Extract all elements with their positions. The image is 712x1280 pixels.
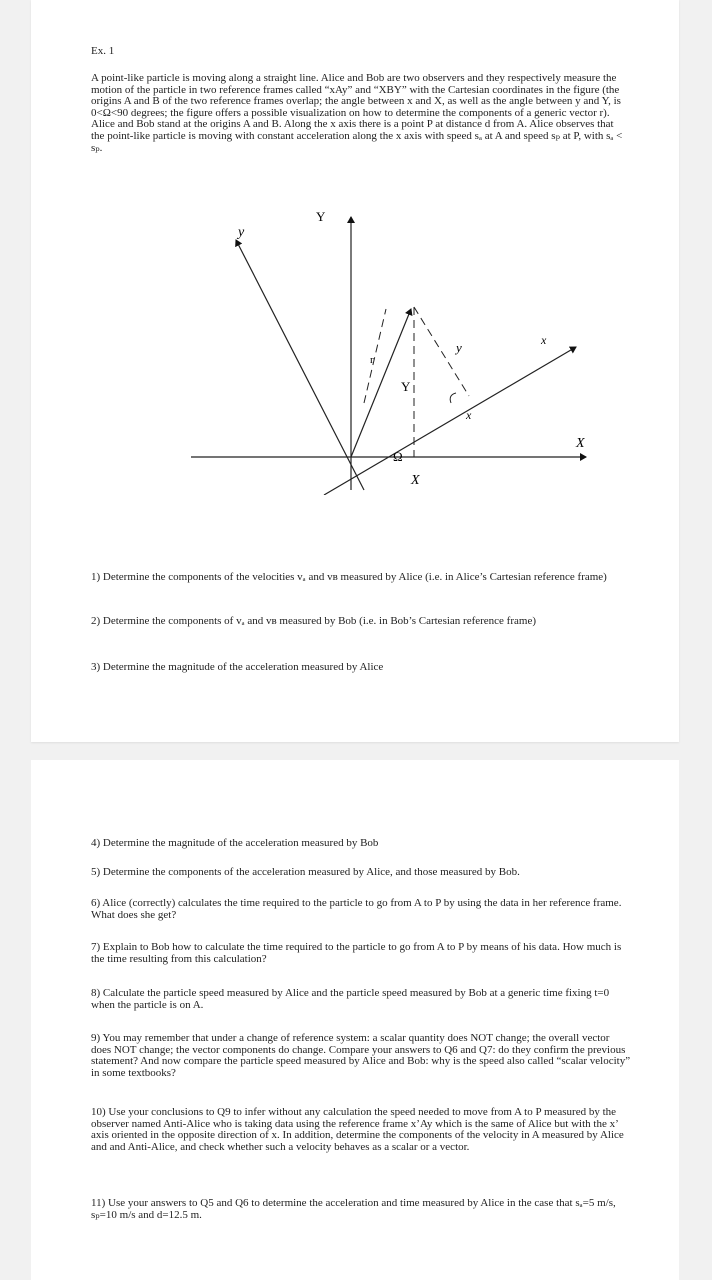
- question-11: 11) Use your answers to Q5 and Q6 to determine the acceleration and time measured by Alice in the case that sₐ=5 m/s, sₚ=10 m/s and d=12.5 m.: [91, 1197, 616, 1221]
- X-axis-label: X: [576, 436, 585, 451]
- question-10: 10) Use your conclusions to Q9 to infer without any calculation the speed needed to move from A to P measured by the observer named Anti-Alice who is taking data using the reference frame x’Ay which is the same of Alice but with the x’ axis oriented in the opposite direction of x. In addition, determine the components of the velocity in A measured by Alice and and Anti-Alice, and check whether such a velocity behaves as a scalar or a vector.: [91, 1106, 624, 1153]
- X-component-label: X: [411, 473, 420, 488]
- x-axis-label-upper: x: [541, 333, 547, 347]
- x-axis-line: [324, 347, 576, 495]
- question-8: 8) Calculate the particle speed measured by Alice and the particle speed measured by Bob at a generic time fixing t=0 when the particle is on A.: [91, 987, 610, 1011]
- y-axis-line: [236, 240, 364, 490]
- angle-arc: [450, 393, 456, 403]
- reference-frames-figure: [186, 205, 606, 495]
- exercise-title: Ex. 1: [91, 45, 115, 57]
- question-4: 4) Determine the magnitude of the acceleration measured by Bob: [91, 837, 379, 849]
- y-component-label: y: [456, 340, 462, 355]
- question-6: 6) Alice (correctly) calculates the time required to the particle to go from A to P by using the data in her reference frame. What does she get?: [91, 897, 622, 921]
- question-2: 2) Determine the components of vₐ and vʙ measured by Bob (i.e. in Bob’s Cartesian reference frame): [91, 615, 536, 627]
- y-axis-label: y: [238, 225, 245, 240]
- document-page-2: [31, 760, 679, 1280]
- exercise-intro: A point-like particle is moving along a straight line. Alice and Bob are two observers and they respectively measure the motion of the particle in two reference frames called “xAy” and “XBY” with the Cartesian coordinates in the figure (the origins A and B of the two reference frames overlap; the angle between x and X, as well as the angle between y and Y, is 0<Ω<90 degrees; the figure offers a possible visualization on how to determine the components of a generic vector r). Alice and Bob stand at the origins A and B. Along the x axis there is a point P at distance d from A. Alice observes that the point-like particle is moving with constant acceleration along the x axis with speed sₐ at A and speed sₚ at P, with sₐ < sₚ.: [91, 72, 623, 154]
- x-component-label: x: [466, 408, 472, 422]
- question-5: 5) Determine the components of the acceleration measured by Alice, and those measured by Bob.: [91, 866, 520, 878]
- dashed-construction-line: [364, 309, 386, 403]
- Y-axis-label: Y: [316, 209, 326, 224]
- Y-component-label: Y: [401, 379, 411, 394]
- document-page-1: [31, 0, 679, 742]
- r-vector-label: r: [370, 354, 374, 366]
- question-9: 9) You may remember that under a change of reference system: a scalar quantity does NOT change; the overall vector does NOT change; the vector components do change. Compare your answers to Q6 and Q7: do they confirm the previous statement? And now compare the particle speed measured by Alice and Bob: why is the speed also called “scalar velocity” in some textbooks?: [91, 1032, 631, 1079]
- question-3: 3) Determine the magnitude of the acceleration measured by Alice: [91, 661, 384, 673]
- omega-label: Ω: [393, 449, 403, 464]
- question-1: 1) Determine the components of the velocities vₐ and vʙ measured by Alice (i.e. in Alice’s Cartesian reference frame): [91, 571, 607, 583]
- question-7: 7) Explain to Bob how to calculate the time required to the particle to go from A to P by means of his data. How much is the time resulting from this calculation?: [91, 941, 622, 965]
